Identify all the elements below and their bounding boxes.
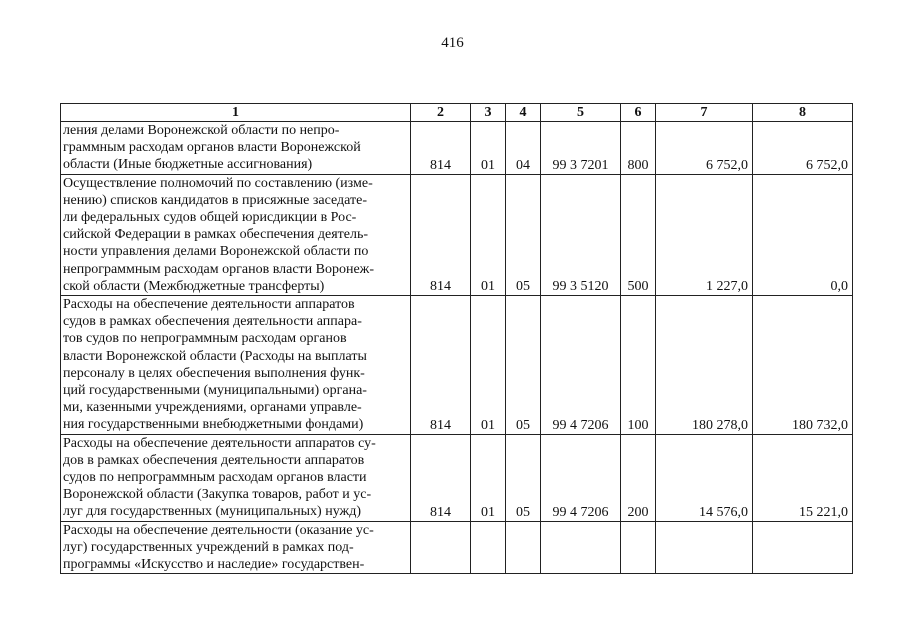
- ministry-code: [411, 521, 471, 574]
- expense-type-code: 800: [621, 122, 656, 175]
- target-article-code: 99 4 7206: [541, 296, 621, 435]
- amount-year-2: [753, 521, 853, 574]
- description-line: граммным расходам органов власти Воронежской: [63, 140, 361, 156]
- description-line: нению) списков кандидатов в присяжные заседате-: [63, 192, 368, 208]
- description-line: Воронежской области (Закупка товаров, работ и ус-: [63, 487, 372, 503]
- amount-year-1: 1 227,0: [656, 174, 753, 295]
- table-row: [61, 434, 853, 521]
- table-row: [61, 174, 853, 295]
- column-header: 6: [621, 104, 656, 122]
- description-line: Расходы на обеспечение деятельности аппаратов: [63, 297, 355, 313]
- column-header: 1: [61, 104, 411, 122]
- description-line: ций государственными (муниципальными) органа-: [63, 383, 367, 399]
- ministry-code: 814: [411, 296, 471, 435]
- description-line: персоналу в целях обеспечения выполнения функ-: [63, 365, 365, 381]
- subsection-code: 05: [506, 296, 541, 435]
- subsection-code: 05: [506, 434, 541, 521]
- description-line: Расходы на обеспечение деятельности (оказание ус-: [63, 522, 374, 538]
- row-description: [61, 122, 411, 175]
- table-header-row: [61, 104, 853, 122]
- row-description: [61, 174, 411, 295]
- table-row: [61, 122, 853, 175]
- description-line: сийской Федерации в рамках обеспечения деятель-: [63, 227, 368, 243]
- target-article-code: [541, 521, 621, 574]
- expense-type-code: 200: [621, 434, 656, 521]
- description-line: непрограммным расходам органов власти Воронеж-: [63, 261, 375, 277]
- column-header: 5: [541, 104, 621, 122]
- description-line: ской области (Межбюджетные трансферты): [63, 278, 325, 294]
- description-line: тов судов по непрограммным расходам органов: [63, 331, 347, 347]
- target-article-code: 99 3 7201: [541, 122, 621, 175]
- description-line: ния государственными внебюджетными фондами): [63, 417, 364, 433]
- subsection-code: 05: [506, 174, 541, 295]
- ministry-code: 814: [411, 174, 471, 295]
- amount-year-1: 14 576,0: [656, 434, 753, 521]
- description-line: луг для государственных (муниципальных) нужд): [63, 504, 361, 520]
- description-line: ления делами Воронежской области по непро-: [63, 123, 340, 138]
- description-line: судов по непрограммным расходам органов власти: [63, 470, 367, 486]
- description-line: Осуществление полномочий по составлению (изме-: [63, 175, 373, 191]
- column-header: 8: [753, 104, 853, 122]
- amount-year-1: [656, 521, 753, 574]
- page-number: 416: [441, 35, 464, 51]
- column-header: 7: [656, 104, 753, 122]
- amount-year-1: 180 278,0: [656, 296, 753, 435]
- section-code: 01: [471, 122, 506, 175]
- ministry-code: 814: [411, 434, 471, 521]
- section-code: 01: [471, 434, 506, 521]
- amount-year-2: 0,0: [753, 174, 853, 295]
- section-code: 01: [471, 174, 506, 295]
- table-row: [61, 521, 853, 574]
- description-line: дов в рамках обеспечения деятельности аппаратов: [63, 452, 365, 468]
- row-description: [61, 434, 411, 521]
- row-description: [61, 296, 411, 435]
- column-header: 3: [471, 104, 506, 122]
- description-line: судов в рамках обеспечения деятельности аппара-: [63, 314, 362, 330]
- amount-year-1: 6 752,0: [656, 122, 753, 175]
- target-article-code: 99 3 5120: [541, 174, 621, 295]
- column-header: 2: [411, 104, 471, 122]
- description-line: власти Воронежской области (Расходы на выплаты: [63, 348, 367, 364]
- table-row: [61, 296, 853, 435]
- section-code: [471, 521, 506, 574]
- expense-type-code: 100: [621, 296, 656, 435]
- budget-table: [60, 103, 853, 574]
- column-header: 4: [506, 104, 541, 122]
- expense-type-code: [621, 521, 656, 574]
- row-description: [61, 521, 411, 574]
- amount-year-2: 15 221,0: [753, 434, 853, 521]
- ministry-code: 814: [411, 122, 471, 175]
- target-article-code: 99 4 7206: [541, 434, 621, 521]
- amount-year-2: 6 752,0: [753, 122, 853, 175]
- description-line: ми, казенными учреждениями, органами управле-: [63, 400, 362, 416]
- subsection-code: [506, 521, 541, 574]
- description-line: программы «Искусство и наследие» государствен-: [63, 557, 365, 573]
- description-line: области (Иные бюджетные ассигнования): [63, 157, 313, 173]
- amount-year-2: 180 732,0: [753, 296, 853, 435]
- expense-type-code: 500: [621, 174, 656, 295]
- description-line: луг) государственных учреждений в рамках под-: [63, 539, 354, 555]
- subsection-code: 04: [506, 122, 541, 175]
- description-line: ли федеральных судов общей юрисдикции в Рос-: [63, 210, 357, 226]
- description-line: Расходы на обеспечение деятельности аппаратов су-: [63, 435, 376, 451]
- description-line: ности управления делами Воронежской области по: [63, 244, 369, 260]
- section-code: 01: [471, 296, 506, 435]
